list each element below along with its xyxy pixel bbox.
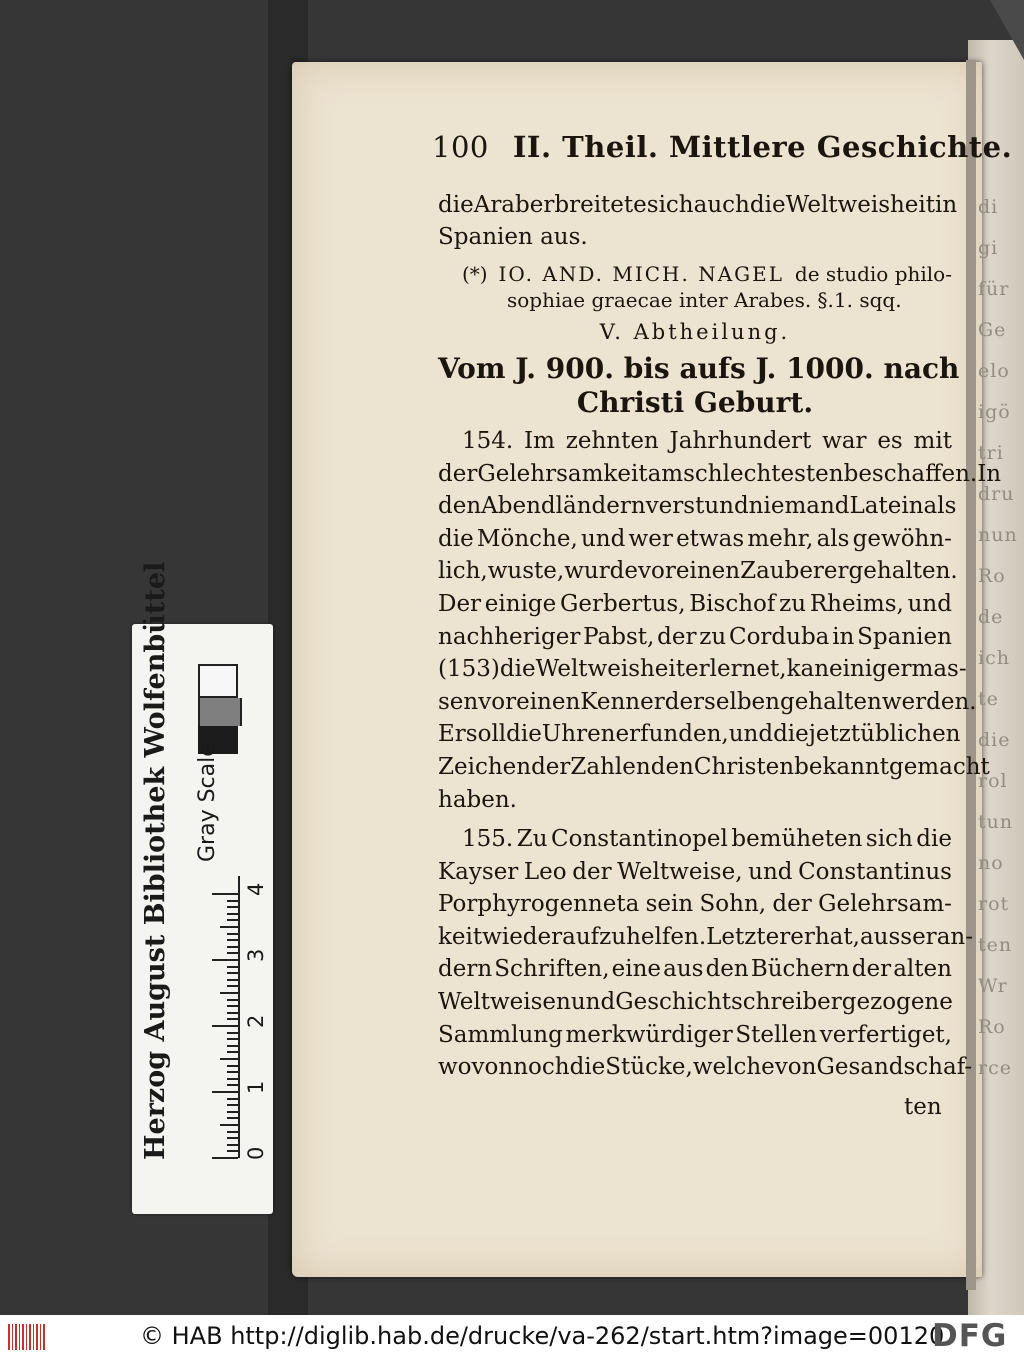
- word: wovon: [438, 1054, 514, 1081]
- running-head-title: II. Theil. Mittlere Geschichte.: [512, 130, 1013, 164]
- word: vor: [638, 558, 676, 585]
- para154-line: [438, 591, 952, 617]
- word: Corduba: [728, 623, 830, 650]
- word: Uhren: [541, 721, 616, 748]
- ruler-tick: [227, 1131, 238, 1133]
- word: breitete: [554, 192, 647, 218]
- word: Er: [438, 721, 466, 748]
- word: Spanien aus.: [438, 224, 588, 250]
- word: sen: [438, 688, 479, 715]
- word: verstund: [645, 493, 749, 520]
- bleed-fragment: no: [978, 852, 1004, 874]
- word: mehr,: [747, 525, 814, 552]
- word: keit: [438, 923, 483, 950]
- word: der: [438, 460, 478, 487]
- word: gemacht: [888, 754, 990, 780]
- word: Schriften,: [494, 956, 610, 983]
- ruler-tick: [227, 979, 238, 981]
- ruler-tick: [227, 972, 238, 974]
- word: Gelehrsam-: [818, 891, 952, 918]
- ruler-tick: [227, 1071, 238, 1073]
- word: gehalten.: [848, 558, 958, 585]
- ruler-tick: [227, 1104, 238, 1106]
- para154-line: [438, 787, 952, 813]
- ruler-tick: [227, 919, 238, 921]
- word: die: [569, 1054, 606, 1081]
- word: gehalten: [779, 688, 882, 715]
- word: Zeichen: [438, 754, 532, 780]
- bleed-fragment: Ro: [978, 1016, 1006, 1038]
- word: schlechtesten: [683, 460, 844, 487]
- scan-image: di gi für Ge elo igö tri dru nun Ro de ich te die rol tun no rot ten Wr Ro rce 100 II. Theil. Mittlere Geschichte. die Araber breitete sich auch die Weltweisheit in Spanien aus. (*) IO. AND. MICH. NAGEL de studio philo- sophiae graecae inter Arabes. §.1. sqq. V. Abtheilung. Vom J. 900. bis aufs J. 1000. nach Christi Geburt. 154. Im zehnten Jahrhundert war es mit der Gelehrsamkeit am schlechtesten beschaffen. In den Abendländern verstund niemand Latein als die Mönche, und wer etwas mehr, als gewöhn- lich, wuste, wurde vor einen Zauberer gehalten. Der einige Gerbertus, Bischof zu Rheims, und nachheriger Pabst, der zu Corduba in Spanien (153) die Weltweisheit erlernet, kan einiger mas- sen vor einen Kenner derselben gehalten werden. Er soll die Uhren erfunden, und die jetzt üblichen Zeichen der Zahlen den Christen bekannt gemacht haben. 155. Zu Constantinopel bemüheten sich die Kayser Leo der Weltweise, und Constantinus Porphyrogenneta sein Sohn, der Gelehrsam- keit wieder aufzuhelfen. Letzterer hat, ausser an- dern Schriften, eine aus den Büchern der alten Weltweisen und Geschichtschreiber gezogene Sammlung merkwürdiger Stellen verfertiget, wovon noch die Stücke, welche von Gesandschaf- ten Herzog August Bibliothek Wolfenbüttel Gray Scale 0 1 2 3 4: [0, 0, 1024, 1315]
- word: Stücke,: [605, 1054, 693, 1081]
- word: Abendländern: [481, 493, 646, 520]
- section-label: V. Abtheilung.: [599, 320, 791, 344]
- word: war: [822, 428, 867, 454]
- word: einiger: [829, 656, 912, 683]
- page-gutter: [966, 60, 976, 1290]
- para154-line: [438, 526, 952, 552]
- bleed-fragment: de: [978, 606, 1004, 628]
- ruler-tick: [227, 1117, 238, 1119]
- section-heading-line-2: Christi Geburt.: [576, 386, 814, 419]
- word: Porphyrogenneta: [438, 891, 640, 918]
- word: auch: [693, 192, 750, 218]
- word: eine: [611, 956, 662, 983]
- ruler-tick: [227, 1012, 238, 1014]
- word: die: [749, 192, 786, 218]
- ruler-tick: [227, 946, 238, 948]
- word: den: [438, 493, 482, 520]
- ruler-tick: [227, 1078, 238, 1080]
- footnote-title-start: de studio philo-: [794, 262, 952, 286]
- word: zu: [779, 591, 807, 617]
- word: Jahrhundert: [669, 428, 812, 454]
- word: die: [916, 826, 952, 852]
- word: beschaffen.: [843, 460, 978, 487]
- word: dern: [438, 956, 493, 983]
- word: Der: [438, 591, 482, 617]
- ruler-tick: [220, 926, 238, 928]
- word: erlernet,: [685, 656, 787, 683]
- para154-line: [438, 688, 977, 715]
- word: Latein: [849, 493, 924, 520]
- word: Weltweisen: [438, 989, 571, 1015]
- word: der: [572, 858, 612, 885]
- bleed-fragment: rce: [978, 1057, 1012, 1079]
- ruler-tick: [220, 1124, 238, 1126]
- ruler-tick: [227, 1111, 238, 1113]
- word: in: [935, 192, 958, 218]
- ruler-tick: [227, 1084, 238, 1086]
- word: zu: [699, 623, 727, 650]
- word: üblichen: [860, 721, 961, 748]
- word: sich: [646, 192, 694, 218]
- word: sein: [645, 891, 694, 918]
- ruler-tick: [212, 1025, 238, 1027]
- ruler-tick: [227, 1051, 238, 1053]
- word: lich,: [438, 558, 488, 585]
- bleed-fragment: Ro: [978, 565, 1006, 587]
- word: die: [773, 721, 809, 748]
- bleed-fragment: elo: [978, 360, 1010, 382]
- word: niemand: [748, 493, 850, 520]
- word: wuste,: [487, 558, 565, 585]
- ruler-tick: [220, 992, 238, 994]
- para155-line: [438, 989, 952, 1015]
- word: bekannt: [794, 754, 889, 780]
- footnote-marker: (*): [462, 262, 488, 286]
- word: Constantinus: [798, 858, 952, 885]
- word: 154.: [462, 428, 514, 454]
- word: als: [816, 525, 850, 552]
- word: und: [728, 721, 774, 748]
- word: mas-: [911, 656, 967, 683]
- word: Geschichtschreiber: [615, 989, 842, 1015]
- para154-line: [438, 656, 967, 683]
- para154-line: [438, 721, 961, 748]
- word: Araber: [473, 192, 555, 218]
- word: Pabst,: [583, 623, 655, 650]
- ruler-tick: [227, 906, 238, 908]
- bleed-fragment: Wr: [978, 975, 1008, 997]
- word: der: [531, 754, 571, 780]
- ruler-scale-line: [238, 876, 240, 1158]
- para154-line: [438, 624, 952, 650]
- word: werden.: [881, 688, 977, 715]
- barcode-icon: [8, 1324, 46, 1350]
- word: etwas: [676, 525, 745, 552]
- bleed-fragment: für: [978, 278, 1010, 300]
- para155-line: [438, 1054, 973, 1081]
- ruler-tick: [212, 959, 238, 961]
- word: wer: [628, 525, 673, 552]
- word: erfunden,: [615, 721, 729, 748]
- word: vor: [478, 688, 517, 715]
- bleed-fragment: ich: [978, 647, 1010, 669]
- word: (153): [438, 656, 500, 683]
- word: die: [438, 525, 474, 552]
- bleed-fragment: igö: [978, 401, 1011, 423]
- para154-line: [438, 558, 958, 585]
- word: Sohn,: [699, 891, 767, 918]
- word: soll: [465, 721, 507, 748]
- swatch-white: [198, 664, 238, 698]
- word: den: [705, 956, 749, 983]
- ruler-tick: [212, 1157, 238, 1159]
- word: es: [877, 428, 903, 454]
- word: als: [923, 493, 957, 520]
- bleed-fragment: te: [978, 688, 999, 710]
- para155-line: [438, 923, 973, 950]
- copyright-url[interactable]: © HAB http://diglib.hab.de/drucke/va-262/start.htm?image=00120: [140, 1322, 945, 1350]
- word: die: [499, 656, 536, 683]
- word: die: [506, 721, 542, 748]
- swatch-gray: [198, 698, 242, 726]
- dfg-logo: DFG: [932, 1318, 1008, 1354]
- word: noch: [513, 1054, 570, 1081]
- ruler-tick: [227, 1065, 238, 1067]
- bleed-fragment: Ge: [978, 319, 1007, 341]
- word: Letzterer: [706, 923, 815, 950]
- lines_top-line: [438, 224, 952, 250]
- word: haben.: [438, 786, 517, 813]
- para154-line: [438, 493, 957, 520]
- bleed-fragment: gi: [978, 237, 999, 259]
- para155-line: [438, 956, 952, 982]
- word: Christen: [693, 754, 795, 780]
- word: In: [977, 460, 1002, 487]
- word: ausser: [859, 923, 937, 950]
- ruler-tick: [212, 1091, 238, 1093]
- word: nachheriger: [438, 623, 581, 650]
- word: zehnten: [565, 428, 659, 454]
- word: mit: [913, 428, 952, 454]
- word: und: [907, 591, 952, 617]
- ruler-tick: [227, 1137, 238, 1139]
- para154-line: [462, 428, 952, 454]
- ruler-tick: [227, 1038, 238, 1040]
- ruler-tick: [227, 1045, 238, 1047]
- word: Stellen: [735, 1021, 818, 1048]
- word: Büchern: [750, 956, 850, 983]
- ruler-tick: [227, 1018, 238, 1020]
- word: kan: [786, 656, 830, 683]
- ruler-tick: [227, 900, 238, 902]
- bleed-fragment: tun: [978, 811, 1014, 833]
- word: Zauberer: [740, 558, 849, 585]
- word: Im: [524, 428, 555, 454]
- ruler-tick: [227, 1098, 238, 1100]
- word: Gesandschaf-: [816, 1054, 973, 1081]
- word: hat,: [814, 923, 860, 950]
- page-number: 100: [432, 130, 489, 164]
- word: einen: [675, 558, 741, 585]
- word: von: [774, 1054, 817, 1081]
- ruler-tick: [227, 939, 238, 941]
- para154-line: [438, 754, 990, 780]
- ruler-tick: [220, 1058, 238, 1060]
- word: Zu: [516, 826, 548, 852]
- word: Zahlen: [570, 754, 651, 780]
- para155-line: [462, 826, 952, 852]
- word: gewöhn-: [852, 525, 952, 552]
- ruler-tick: [227, 952, 238, 954]
- word: Spanien: [857, 623, 952, 650]
- footnote-author: IO. AND. MICH. NAGEL: [498, 262, 784, 286]
- catchword: ten: [904, 1094, 942, 1120]
- bleed-fragment: di: [978, 196, 999, 218]
- word: an-: [936, 923, 973, 950]
- footnote-line-1: [462, 262, 952, 286]
- ruler-tick: [227, 999, 238, 1001]
- word: und: [570, 989, 616, 1015]
- word: aufzuhelfen.: [562, 923, 707, 950]
- word: 155.: [462, 826, 514, 852]
- corner-shadow: [990, 0, 1024, 60]
- word: Bischof: [689, 591, 776, 617]
- word: gezogene: [841, 989, 953, 1015]
- bleed-fragment: ten: [978, 934, 1013, 956]
- ruler-tick: [227, 1144, 238, 1146]
- word: Kenner: [580, 688, 665, 715]
- word: wurde: [564, 558, 639, 585]
- bleed-fragment: rol: [978, 770, 1008, 792]
- bleed-fragment: rot: [978, 893, 1010, 915]
- ruler-tick: [227, 1150, 238, 1152]
- para155-line: [438, 891, 952, 917]
- word: aus: [663, 956, 704, 983]
- word: einige: [484, 591, 557, 617]
- ruler-tick: [227, 1032, 238, 1034]
- word: der: [657, 623, 697, 650]
- word: am: [647, 460, 684, 487]
- word: die: [438, 192, 474, 218]
- para154-line: [438, 460, 1002, 487]
- running-head: [432, 130, 1012, 164]
- para155-line: [438, 859, 952, 885]
- word: Gelehrsamkeit: [477, 460, 648, 487]
- bleed-fragment: tri: [978, 442, 1004, 464]
- bleed-fragment: die: [978, 729, 1011, 751]
- para155-line: [438, 1022, 952, 1048]
- word: Mönche,: [476, 525, 578, 552]
- word: jetzt: [808, 721, 861, 748]
- ruler-tick: [227, 1005, 238, 1007]
- bleed-fragment: dru: [978, 483, 1015, 505]
- footnote-line-2: sophiae graecae inter Arabes. §.1. sqq.: [507, 288, 902, 312]
- ruler-tick: [227, 933, 238, 935]
- word: Kayser: [438, 858, 519, 885]
- word: Sammlung: [438, 1021, 563, 1048]
- ruler-tick: [227, 913, 238, 915]
- word: der: [772, 891, 812, 918]
- ruler-tick: [227, 985, 238, 987]
- word: Leo: [523, 858, 567, 885]
- word: einen: [516, 688, 581, 715]
- word: Weltweisheit: [785, 192, 936, 218]
- lines_top-line: [438, 192, 958, 218]
- word: merkwürdiger: [565, 1021, 733, 1048]
- word: Constantinopel: [551, 826, 728, 852]
- section-heading-line-1: Vom J. 900. bis aufs J. 1000. nach: [438, 352, 960, 385]
- word: und: [748, 858, 793, 885]
- bleed-fragment: nun: [978, 524, 1018, 546]
- word: und: [580, 525, 626, 552]
- word: Weltweisheit: [535, 656, 686, 683]
- word: Gerbertus,: [560, 591, 686, 617]
- word: alten: [893, 956, 952, 983]
- ruler-tick: [227, 966, 238, 968]
- word: Weltweise,: [617, 858, 743, 885]
- ruler-tick: [212, 893, 238, 895]
- word: welche: [692, 1054, 775, 1081]
- word: sich: [865, 826, 913, 852]
- word: in: [832, 623, 855, 650]
- word: den: [650, 754, 694, 780]
- word: wieder: [482, 923, 563, 950]
- word: Rheims,: [809, 591, 904, 617]
- word: der: [851, 956, 892, 983]
- word: verfertiget,: [819, 1021, 952, 1048]
- word: derselben: [664, 688, 780, 715]
- word: bemüheten: [731, 826, 863, 852]
